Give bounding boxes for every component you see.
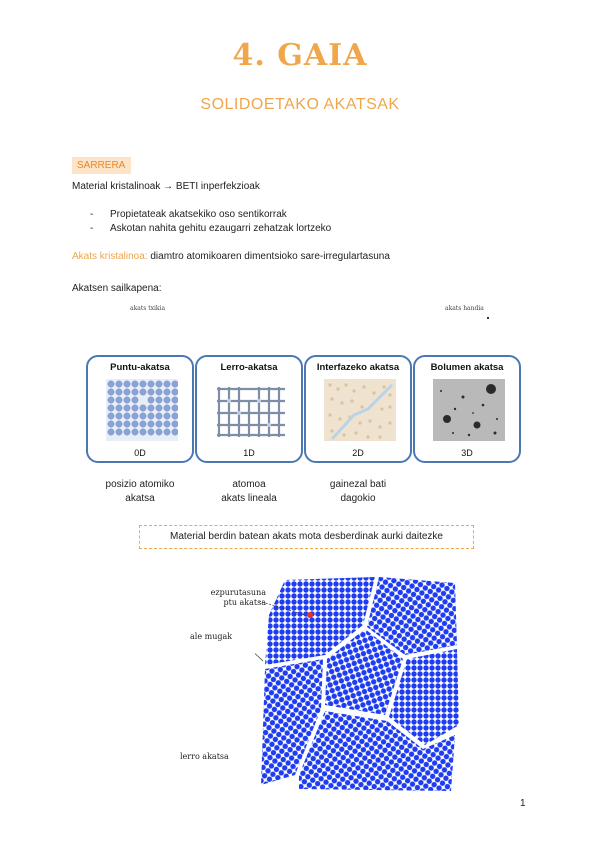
bullet-item: Propietateak akatsekiko oso sentikorrak [110,209,287,220]
impurity-atom [307,612,313,618]
caption-line: akats lineala [221,493,277,504]
card-caption-line [189,478,309,506]
section-label: SARRERA [72,157,131,174]
bullet-dash: - [90,223,94,234]
card-interface-defect [304,355,412,463]
card-dimension: 2D [352,448,364,458]
card-caption-interface [298,478,418,506]
note-box: Material berdin batean akats mota desberdinak aurki daitezke [139,525,474,549]
label-impurity [196,588,266,608]
card-line-defect [195,355,303,463]
card-dimension: 3D [461,448,473,458]
caption-line: gainezal bati [329,479,387,490]
card-title: Bolumen akatsa [430,362,504,373]
label-line-defect: lerro akatsa [180,752,229,761]
card-point-defect [86,355,194,463]
label-line: ezpurutasuna [210,588,266,597]
dislocation-lattice-icon [215,379,287,441]
intro-line: Material kristalinoak → BETI inperfekzioak [72,181,260,192]
card-caption-point [80,478,200,506]
caption-line: atomoa [232,479,266,490]
card-title: Puntu-akatsa [110,362,170,373]
scale-label-small: akats txikia [130,305,166,312]
caption-line: akatsa [125,493,155,504]
definition [72,251,390,262]
caption-line: dagokio [340,493,376,504]
bullet-item: Askotan nahita gehitu ezaugarri zehatzak lortzeko [110,223,332,234]
scale-dot [487,317,489,319]
chapter-subtitle: SOLIDOETAKO AKATSAK [200,96,400,113]
chapter-title: 4. GAIA [232,38,368,73]
bullet-dash: - [90,209,94,220]
caption-line: posizio atomiko [105,479,175,490]
voids-micrograph-icon [433,379,505,441]
definition-text: diamtro atomikoaren dimentsioko sare-irregulartasuna [147,251,390,262]
definition-term: Akats kristalinoa: [72,251,148,262]
card-title: Interfazeko akatsa [316,362,400,373]
card-title: Lerro-akatsa [220,362,278,373]
card-dimension: 0D [134,448,146,458]
scale-label-large: akats handia [445,305,484,312]
grain-boundary-icon [324,379,396,441]
label-grain-boundaries: ale mugak [190,632,233,641]
page-number: 1 [520,798,526,809]
classification-heading: Akatsen sailkapena: [72,283,162,294]
polycrystal-diagram [255,575,460,793]
lattice-point-icon [106,379,178,441]
card-dimension: 1D [243,448,255,458]
card-volume-defect [413,355,521,463]
label-line: ptu akatsa [223,598,266,607]
